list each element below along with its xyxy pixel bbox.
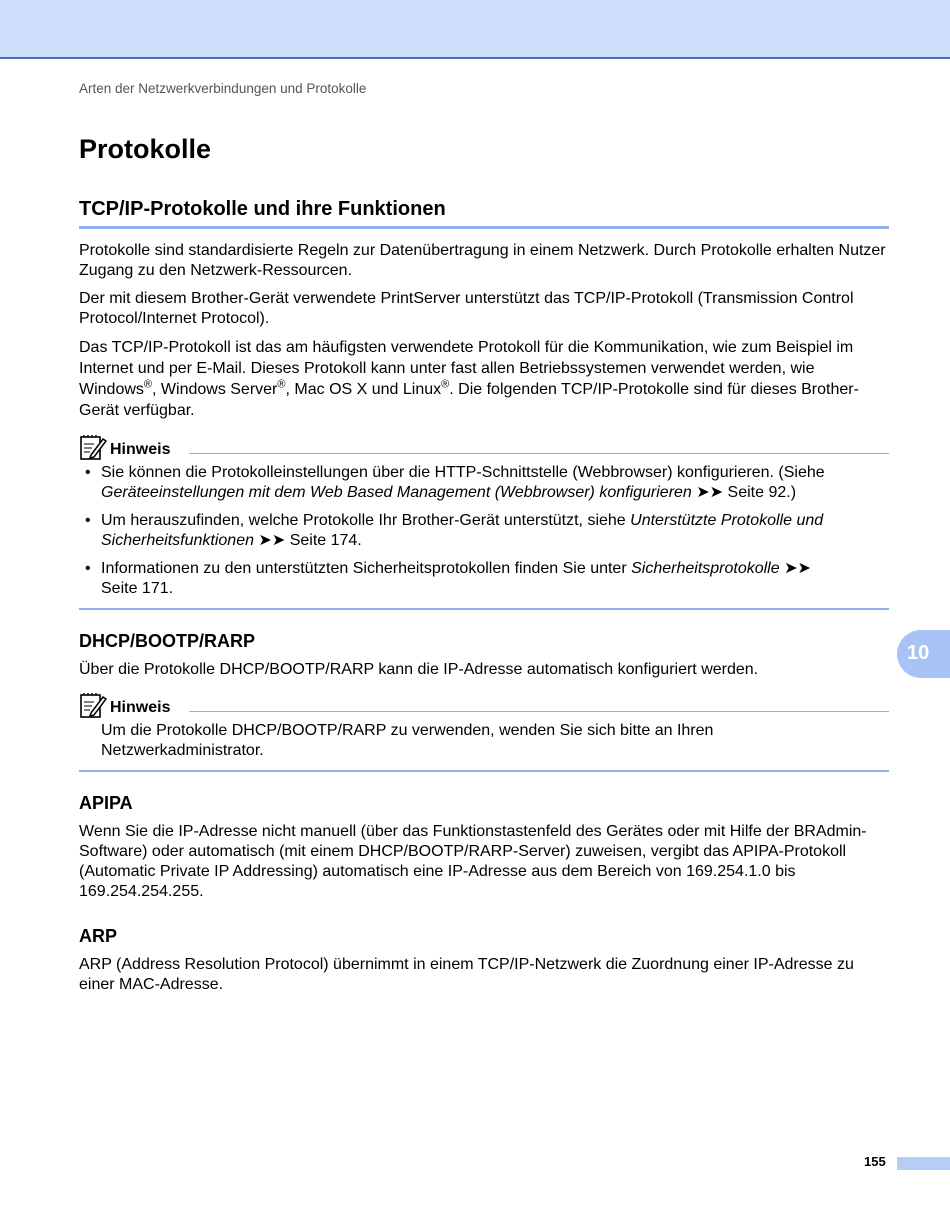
para3-part-b: , Windows Server	[152, 381, 278, 398]
apipa-text: Wenn Sie die IP-Adresse nicht manuell (über das Funktionstastenfeld des Gerätes oder mit Hilfe der BRAdmin-Software) oder automatisch (mit einem DHCP/BOOTP/RARP-Server) zuweisen, vergibt das APIPA-Protokoll (Automatic Private IP Addressing) automatisch eine IP-Adresse aus dem Bereich von 169.254.1.0 bis 169.254.254.255.	[79, 823, 867, 900]
bullet-marker: •	[85, 560, 91, 577]
bullet-text: Informationen zu den unterstützten Sicherheitsprotokollen finden Sie unter	[101, 560, 632, 577]
apipa-title: APIPA	[79, 793, 133, 813]
bullet-text: Um herauszufinden, welche Protokolle Ihr Brother-Gerät unterstützt, siehe	[101, 512, 631, 529]
section-rule	[79, 226, 889, 229]
note-label: Hinweis	[110, 699, 171, 716]
reg-mark: ®	[143, 378, 153, 391]
note-end-rule	[79, 608, 889, 610]
header-band	[0, 0, 950, 59]
page-reference: ➤➤ Seite 92.)	[691, 484, 797, 501]
note-end-rule	[79, 770, 889, 772]
para3-part-c: , Mac OS X und Linux	[285, 381, 442, 398]
note-rule	[189, 453, 889, 454]
page-reference: ➤➤ Seite 174.	[253, 532, 362, 549]
running-head: Arten der Netzwerkverbindungen und Protokolle	[79, 81, 367, 96]
arp-text: ARP (Address Resolution Protocol) übernimmt in einem TCP/IP-Netzwerk die Zuordnung einer IP-Adresse zu einer MAC-Adresse.	[79, 956, 854, 993]
bullet-text: Sie können die Protokolleinstellungen über die HTTP-Schnittstelle (Webbrowser) konfigurieren. (Siehe	[101, 464, 825, 481]
cross-reference-link[interactable]: Sicherheitsprotokolle	[631, 560, 780, 577]
chapter-number: 10	[907, 642, 930, 664]
paragraph-intro: Protokolle sind standardisierte Regeln zur Datenübertragung in einem Netzwerk. Durch Protokolle erhalten Nutzer Zugang zu den Netzwerk-Ressourcen.	[79, 242, 886, 279]
note-bullet-item	[79, 463, 891, 503]
page-title: Protokolle	[79, 134, 212, 164]
page-number-bar	[897, 1157, 950, 1170]
note-header	[79, 433, 889, 463]
reg-mark: ®	[277, 378, 286, 391]
note-pencil-icon	[79, 433, 107, 461]
note-label: Hinweis	[110, 441, 171, 458]
reg-mark: ®	[441, 378, 450, 391]
cross-reference-link[interactable]: Geräteeinstellungen mit dem Web Based Management (Webbrowser) konfigurieren	[101, 484, 692, 501]
para3-part-a: Das TCP/IP-Protokoll ist das am häufigsten verwendete Protokoll für die Kommunikation, wie zum Beispiel im Internet und per E-Mail. Dieses Protokoll kann unter fast allen Betriebssystemen verwendet werden, wie Windows	[79, 339, 854, 398]
paragraph-tcpip	[79, 337, 891, 421]
chapter-tab	[897, 630, 950, 678]
para3-part-d: . Die folgenden TCP/IP-Protokolle sind für dieses Brother-Gerät verfügbar.	[79, 381, 859, 419]
paragraph-printserver: Der mit diesem Brother-Gerät verwendete PrintServer unterstützt das TCP/IP-Protokoll (Transmission Control Protocol/Internet Protocol).	[79, 290, 854, 327]
note-bullet-item	[79, 511, 891, 551]
dhcp-title: DHCP/BOOTP/RARP	[79, 631, 256, 651]
note-text: Um die Protokolle DHCP/BOOTP/RARP zu verwenden, wenden Sie sich bitte an Ihren Netzwerkadministrator.	[101, 722, 714, 759]
dhcp-text: Über die Protokolle DHCP/BOOTP/RARP kann die IP-Adresse automatisch konfiguriert werden.	[79, 661, 759, 678]
bullet-marker: •	[85, 512, 91, 529]
note-rule	[189, 711, 889, 712]
bullet-marker: •	[85, 464, 91, 481]
note-pencil-icon	[79, 691, 107, 719]
page-reference: ➤➤ Seite 171.	[101, 560, 811, 597]
section-title: TCP/IP-Protokolle und ihre Funktionen	[79, 198, 446, 220]
note-header	[79, 691, 889, 721]
note-bullet-item	[79, 559, 891, 599]
page-number: 155	[864, 1154, 886, 1169]
cross-reference-link[interactable]: Unterstützte Protokolle und Sicherheitsfunktionen	[101, 512, 824, 549]
arp-title: ARP	[79, 926, 118, 946]
